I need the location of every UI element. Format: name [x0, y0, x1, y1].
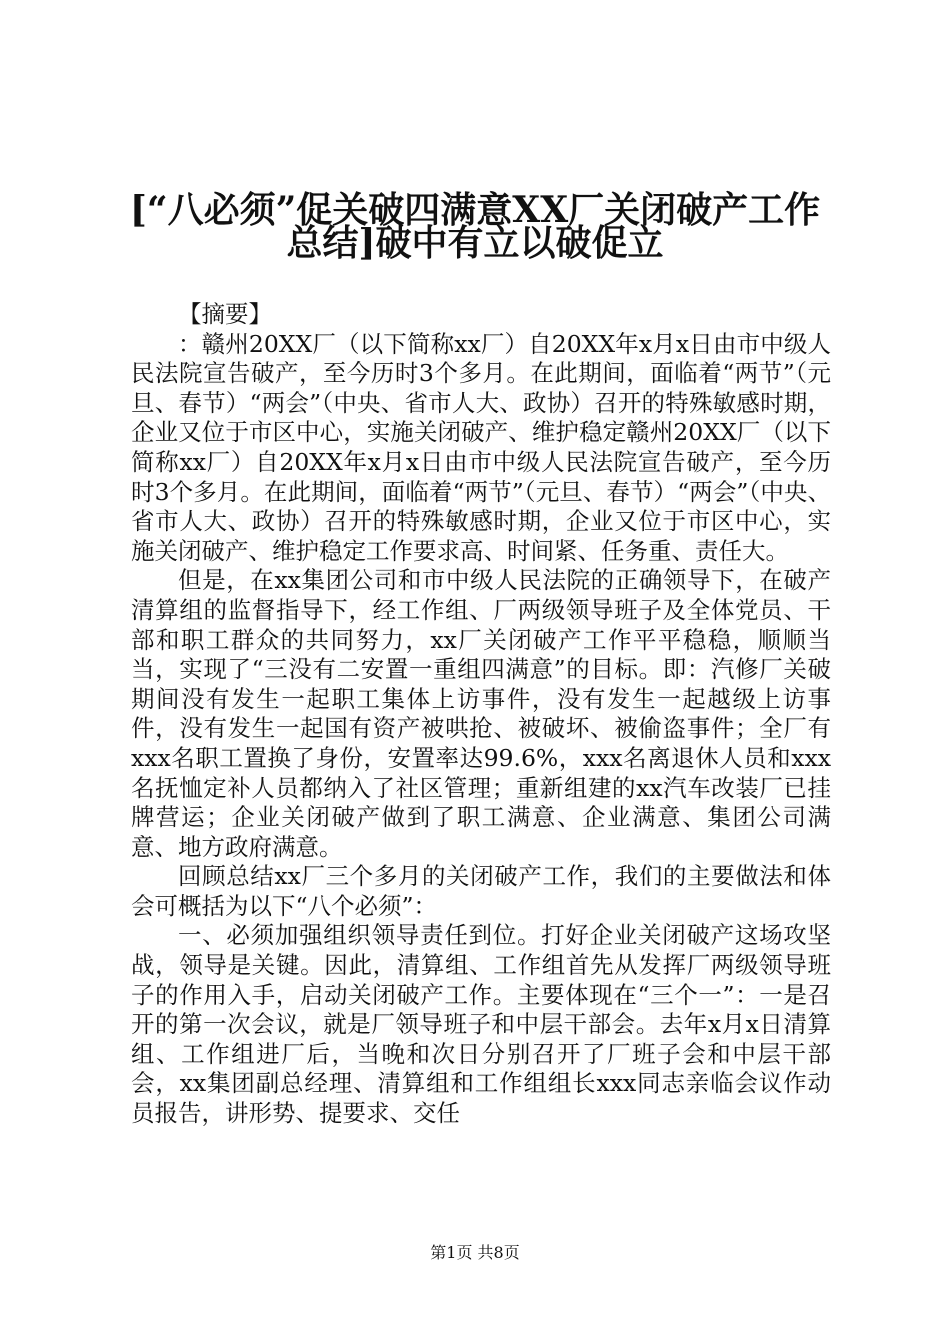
document-title-line-2: 总结]破中有立以破促立 [286, 222, 664, 264]
document-title-line-1: [“八必须”促关破四满意XX厂关闭破产工作 [129, 189, 821, 231]
paragraph-1: ：赣州20XX厂（以下简称xx厂）自20XX年x月x日由市中级人民法院宣告破产，至今历时3个多月。在此期间，面临着“两节”（元旦、春节）“两会”（中央、省市人大、政协）召开的特殊敏感时期，企业又位于市区中心，实施关闭破产、维护稳定赣州20XX厂（以下简称xx厂）自20XX年x月x日由市中级人民法院宣告破产，至今历时3个多月。在此期间，面临着“两节”（元旦、春节）“两会”（中央、省市人大、政协）召开的特殊敏感时期，企业又位于市区中心，实施关闭破产、维护稳定工作要求高、时间紧、任务重、责任大。 [131, 329, 831, 565]
abstract-label: 【摘要】 [178, 300, 272, 328]
paragraph-3: 回顾总结xx厂三个多月的关闭破产工作，我们的主要做法和体会可概括为以下“八个必须”： [131, 862, 831, 920]
page-footer: 第1页 共8页 [430, 1243, 520, 1262]
document-body [131, 300, 831, 1129]
paragraph-4: 一、必须加强组织领导责任到位。打好企业关闭破产这场攻坚战，领导是关键。因此，清算组、工作组首先从发挥厂两级领导班子的作用入手，启动关闭破产工作。主要体现在“三个一”：一是召开的第一次会议，就是厂领导班子和中层干部会。去年x月x日清算组、工作组进厂后，当晚和次日分别召开了厂班子会和中层干部会，xx集团副总经理、清算组和工作组组长xxx同志亲临会议作动员报告，讲形势、提要求、交任 [131, 921, 831, 1128]
paragraph-2: 但是，在xx集团公司和市中级人民法院的正确领导下，在破产清算组的监督指导下，经工作组、厂两级领导班子及全体党员、干部和职工群众的共同努力，xx厂关闭破产工作平平稳稳，顺顺当当，实现了“三没有二安置一重组四满意”的目标。即：汽修厂关破期间没有发生一起职工集体上访事件，没有发生一起越级上访事件，没有发生一起国有资产被哄抢、被破坏、被偷盗事件；全厂有xxx名职工置换了身份，安置率达99.6%，xxx名离退休人员和xxx名抚恤定补人员都纳入了社区管理；重新组建的xx汽车改装厂已挂牌营运；企业关闭破产做到了职工满意、企业满意、集团公司满意、地方政府满意。 [131, 566, 831, 861]
